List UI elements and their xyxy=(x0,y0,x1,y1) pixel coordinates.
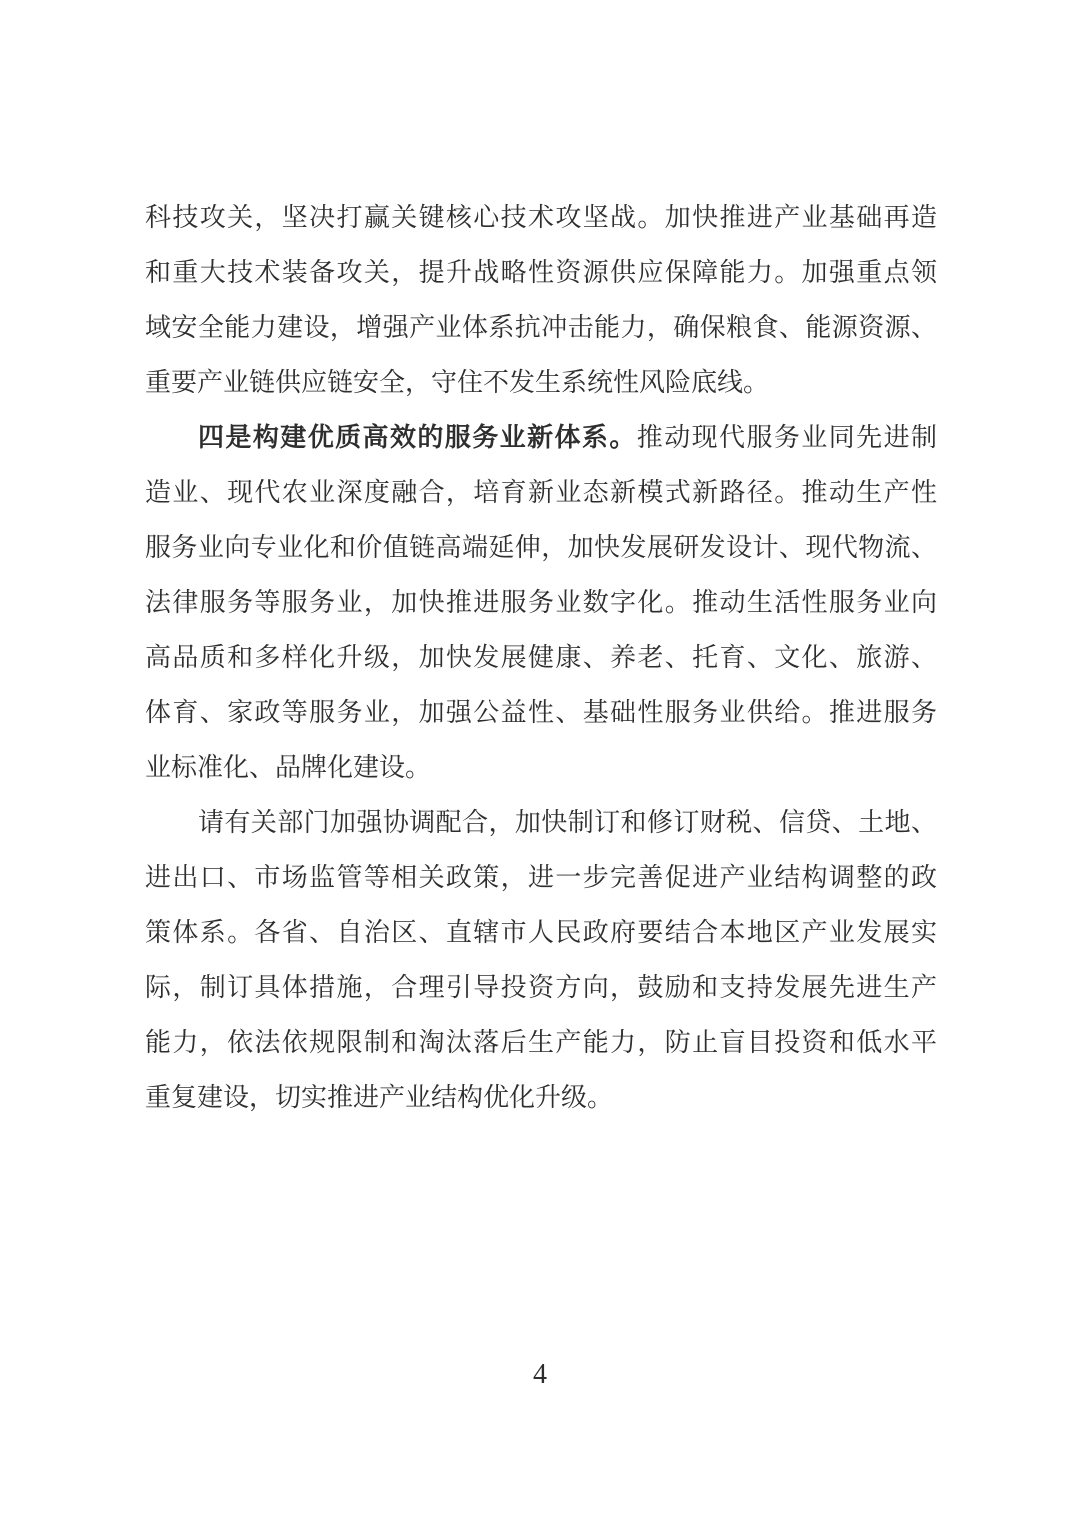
text-line xyxy=(145,190,937,245)
text-segment: 请有关部门加强协调配合，加快制订和修订财税、信贷、土地、 xyxy=(198,808,937,837)
text-line xyxy=(145,740,937,795)
text-line xyxy=(145,795,937,850)
text-segment: 和重大技术装备攻关，提升战略性资源供应保障能力。加强重点领 xyxy=(145,258,937,287)
text-line xyxy=(145,575,937,630)
text-line xyxy=(145,905,937,960)
text-segment: 服务业向专业化和价值链高端延伸，加快发展研发设计、现代物流、 xyxy=(145,533,937,562)
text-line xyxy=(145,630,937,685)
text-segment: 业标准化、品牌化建设。 xyxy=(145,753,432,782)
text-line xyxy=(145,1070,937,1125)
text-line xyxy=(145,355,937,410)
text-segment: 进出口、市场监管等相关政策，进一步完善促进产业结构调整的政 xyxy=(145,863,937,892)
text-line xyxy=(145,685,937,740)
page-number: 4 xyxy=(533,1359,547,1390)
text-segment: 推动现代服务业同先进制 xyxy=(636,423,937,452)
text-segment: 域安全能力建设，增强产业体系抗冲击能力，确保粮食、能源资源、 xyxy=(145,313,937,342)
text-block xyxy=(145,190,937,1125)
text-line xyxy=(145,960,937,1015)
text-line xyxy=(145,850,937,905)
text-segment: 体育、家政等服务业，加强公益性、基础性服务业供给。推进服务 xyxy=(145,698,937,727)
text-segment: 重复建设，切实推进产业结构优化升级。 xyxy=(145,1083,614,1112)
text-segment: 能力，依法依规限制和淘汰落后生产能力，防止盲目投资和低水平 xyxy=(145,1028,937,1057)
text-segment: 造业、现代农业深度融合，培育新业态新模式新路径。推动生产性 xyxy=(145,478,937,507)
text-line xyxy=(145,300,937,355)
text-segment: 策体系。各省、自治区、直辖市人民政府要结合本地区产业发展实 xyxy=(145,918,937,947)
text-line xyxy=(145,1015,937,1070)
text-segment: 高品质和多样化升级，加快发展健康、养老、托育、文化、旅游、 xyxy=(145,643,937,672)
text-line xyxy=(145,520,937,575)
text-segment: 科技攻关，坚决打赢关键核心技术攻坚战。加快推进产业基础再造 xyxy=(145,203,937,232)
text-line xyxy=(145,465,937,520)
text-line xyxy=(145,245,937,300)
text-line xyxy=(145,410,937,465)
paragraph-lead-bold: 四是构建优质高效的服务业新体系。 xyxy=(198,423,637,452)
text-segment: 法律服务等服务业，加快推进服务业数字化。推动生活性服务业向 xyxy=(145,588,937,617)
text-segment: 际，制订具体措施，合理引导投资方向，鼓励和支持发展先进生产 xyxy=(145,973,937,1002)
text-segment: 重要产业链供应链安全，守住不发生系统性风险底线。 xyxy=(145,368,770,397)
